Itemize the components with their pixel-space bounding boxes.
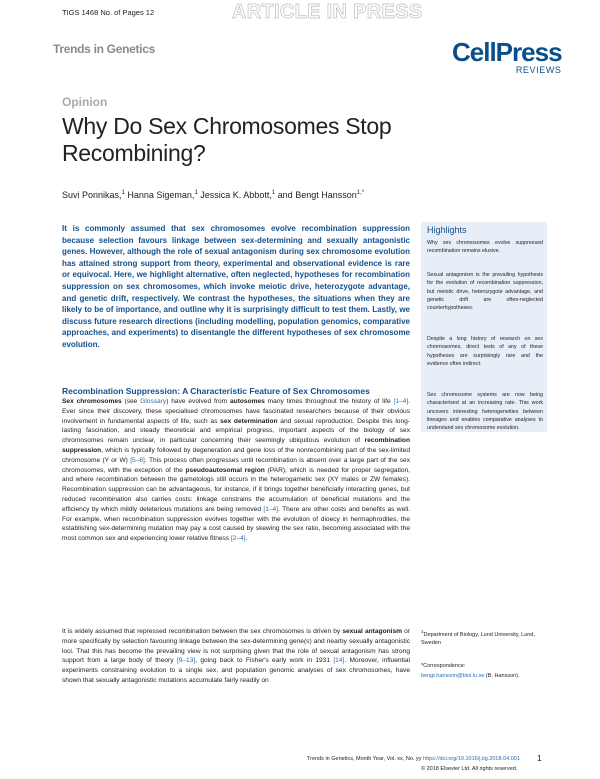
highlight-item: Sex chromosome systems are now being characterised at an increasing rate. This work uncovers interesting heterogeneities between lineages and enables comparative analyses to understand sex chromosome evolution. [427,392,543,432]
text-run: or more specifically by selection favouring linkage between the sex-determining gene(s) and nearby sexually antagonistic loci. That this has become the prevailing view is not surprising given that the role of sexual antagonism has strong support from a large body of theory [62,628,410,665]
doi-link[interactable]: https://doi.org/10.1016/j.tig.2018.04.001 [422,756,520,762]
author-name: Hanna Sigeman, [124,190,195,200]
text-run: . Ever since their discovery, these specialised chromosomes have fascinated researchers because of their obvious involvement in fundamental aspects of life, such as [62,398,411,425]
author-name: Suvi Ponnikas, [62,190,122,200]
article-title: Why Do Sex Chromosomes Stop Recombining? [62,113,392,166]
author-name: and Bengt Hansson [275,190,357,200]
reference-link[interactable]: [14] [333,657,345,665]
text-run: . [245,535,248,543]
text-run: many times throughout the history of life [264,398,394,405]
cellpress-logo [452,37,562,75]
affiliation-text: Department of Biology, Lund University, Lund, Sweden [421,631,535,647]
journal-name: Trends in Genetics [53,42,155,56]
glossary-term: pseudoautosomal region [185,466,265,474]
highlight-item: Sexual antagonism is the prevailing hypothesis for the evolution of recombination suppression, but meiotic drive, heterozygote advantage, and genetic drift are often-neglected counterhypotheses. [427,272,543,312]
correspondence [421,673,520,679]
highlight-item: Despite a long history of research on sex chromosomes, direct tests of any of these hypotheses are surprisingly rare and the evidence often indirect. [427,336,543,367]
article-in-press-banner: ARTICLE IN PRESS [232,1,423,23]
text-run: . This process often progresses until recombination is absent over a large part of the sex chromosomes, with the exception of the [62,456,410,474]
footer-citation [307,756,520,762]
reference-link[interactable]: [1–4] [263,505,279,513]
glossary-term: autosomes [230,398,265,405]
correspondence-email-link[interactable]: bengt.hansson@biol.lu.se [421,673,485,679]
glossary-term: Sex chromosomes [62,398,122,405]
text-run: , which is typically followed by degeneration and gene loss of the nonrecombining part of the sex-limited chromosome (Y or W) [62,446,410,464]
cellpress-logo-subtitle: REVIEWS [515,65,562,75]
text-run: (PAR), which is needed for proper segregation, and where recombination between the gametologs still occurs in the heterogametic sex (XY males or ZW females). Recombination suppression can be advantageous, for instance, if it brings together beneficially interacting genes, but reduced recombination also carries costs: linkage constrains the accumulation of beneficial mutations and the efficiency by which mildly deleterious mutations are being removed [62,466,411,513]
section-heading: Recombination Suppression: A Characteristic Feature of Sex Chromosomes [62,386,370,396]
reference-link[interactable]: [5–8] [130,456,145,464]
reference-link[interactable]: [1–4] [393,398,409,405]
affiliation-marker: 1 [421,629,424,634]
text-run: . Moreover, influential experiments constraining evolution to a single sex, and population genomic analyses of sex chromosomes, have shown that sexually antagonistic mutations accumulate fairly readily on [62,657,410,684]
footer-journal-citation: Trends in Genetics, Month Year, Vol. xx, No. yy [307,756,423,762]
glossary-term: recombination suppression [62,437,410,454]
abstract: It is commonly assumed that sex chromosomes evolve recombination suppression because selection favours linkage between sex-determining and sexually antagonistic genes. However, although the role of sexual antagonism during sex chromosome evolution has attained strong support from theory, experimental and observational evidence is rare or equivocal. Here, we highlight alternative, often neglected, hypotheses for recombination suppression on sex chromosomes, which invoke meiotic drive, heterozygote advantage, and genetic drift, respectively. We contrast the hypotheses, the situations when they are likely to be of importance, and outline why it is surprisingly difficult to test them. Lastly, we discuss future research directions (including modelling, population genomics, comparative approaches, and experiments) to disentangle the different hypotheses of sex chromosome evolution. [62,224,410,349]
text-run: , going back to Fisher's early work in 1931 [195,657,334,665]
author-affiliation-marker: 1 [194,190,198,196]
reference-link[interactable]: Glossary [140,398,167,405]
author-affiliation-marker: 1 [121,190,125,196]
text-run: . There are other costs and benefits as well. For example, when recombination suppression evolves together with the evolution of dioecy in hermaphrodites, the establishing sex-determining mutation may pay a cost caused by skewing the sex ratio, becoming associated with the most common sex and experiencing lower relative fitness [62,505,410,543]
body-paragraph-1 [62,397,410,544]
author-list [62,190,364,200]
reference-link[interactable]: [9–13] [176,657,196,665]
body-paragraph-2 [62,627,410,686]
page-number: 1 [537,753,542,763]
glossary-term: sexual antagonism [342,628,402,635]
text-run: (see [121,398,141,405]
author-name: Jessica K. Abbott, [197,190,272,200]
article-type: Opinion [62,95,108,109]
glossary-term: sex determination [220,417,278,425]
text-run: ) have evolved from [166,398,230,405]
author-affiliation-marker: 1 [271,190,276,196]
highlights-title: Highlights [427,225,467,235]
author-affiliation-marker: 1,* [356,190,365,196]
correspondence-name: (B. Hansson). [484,673,520,679]
correspondence-label: *Correspondence: [421,663,466,669]
affiliation [421,628,547,648]
text-run: It is widely assumed that repressed recombination between the sex chromosomes is driven by [62,628,343,635]
reference-link[interactable]: [2–4] [230,535,246,543]
footer-copyright: © 2018 Elsevier Ltd. All rights reserved. [421,766,518,772]
header-manuscript-code: TIGS 1468 No. of Pages 12 [62,8,155,17]
highlight-item: Why sex chromosomes evolve suppressed recombination remains elusive. [427,240,543,255]
cellpress-logo-text: CellPress [452,37,562,67]
text-run: and sexual reproduction. Despite this long-lasting fascination, and steady theoretical and empirical progress, important aspects of the biology of sex chromosomes remain unclear, in particular concerning their seemingly ubiquitous evolution of [62,417,410,445]
